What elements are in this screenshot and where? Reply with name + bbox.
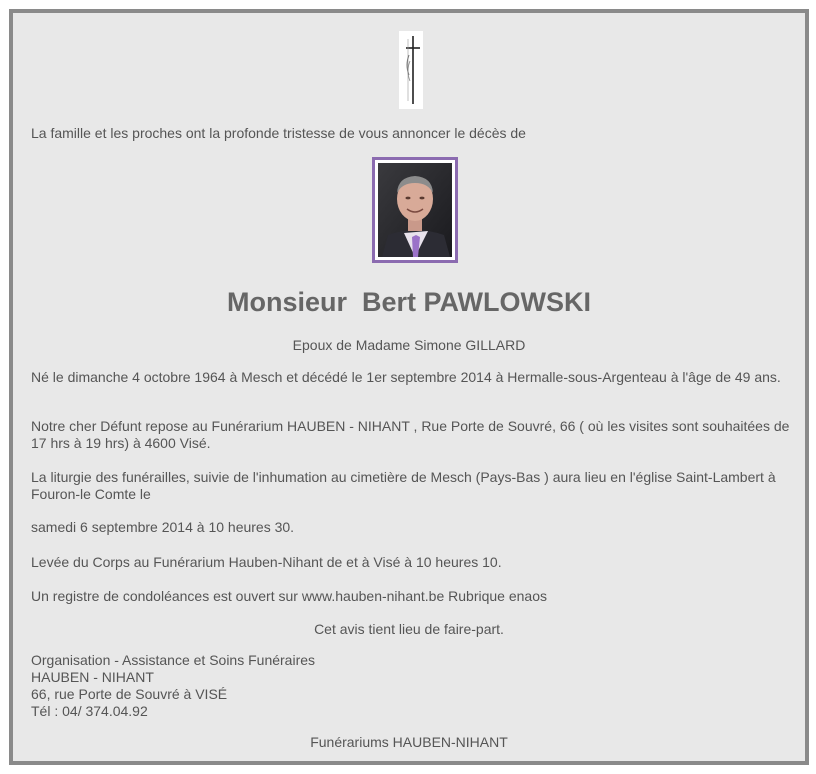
organisation-phone: Tél : 04/ 374.04.92 xyxy=(31,703,148,719)
cross-icon xyxy=(399,31,423,109)
body-removal-paragraph: Levée du Corps au Funérarium Hauben-Nihant de et à Visé à 10 heures 10. xyxy=(31,554,502,570)
deceased-name: Monsieur Bert PAWLOWSKI xyxy=(226,287,591,317)
portrait-photo xyxy=(378,163,452,257)
funeral-date-paragraph: samedi 6 septembre 2014 à 10 heures 30. xyxy=(31,519,295,535)
organisation-name: HAUBEN - NIHANT xyxy=(31,669,154,685)
organisation-line: Organisation - Assistance et Soins Funéraires xyxy=(31,652,316,668)
footer-signature: Funérariums HAUBEN-NIHANT xyxy=(310,734,508,750)
organisation-block xyxy=(31,652,315,720)
intro-text: La famille et les proches ont la profonde tristesse de vous annoncer le décès de xyxy=(31,125,526,141)
rest-location-paragraph: Notre cher Défunt repose au Funérarium HAUBEN - NIHANT , Rue Porte de Souvré, 66 ( où les visites sont souhaitées de 17 hrs à 19 hrs) à 4600 Visé. xyxy=(31,418,790,451)
notice-line: Cet avis tient lieu de faire-part. xyxy=(314,621,504,637)
funeral-liturgy-paragraph: La liturgie des funérailles, suivie de l'inhumation au cimetière de Mesch (Pays-Bas ) aura lieu en l'église Saint-Lambert à Fouron-le Comte le xyxy=(31,469,776,502)
cross-emblem xyxy=(399,31,423,109)
birth-death-paragraph: Né le dimanche 4 octobre 1964 à Mesch et décédé le 1er septembre 2014 à Hermalle-sous-Argenteau à l'âge de 49 ans. xyxy=(31,369,781,385)
obituary-card xyxy=(9,9,809,765)
spouse-line: Epoux de Madame Simone GILLARD xyxy=(292,337,526,353)
portrait-frame xyxy=(372,157,458,263)
condolence-register-paragraph: Un registre de condoléances est ouvert sur www.hauben-nihant.be Rubrique enaos xyxy=(31,588,547,604)
organisation-address: 66, rue Porte de Souvré à VISÉ xyxy=(31,686,228,702)
